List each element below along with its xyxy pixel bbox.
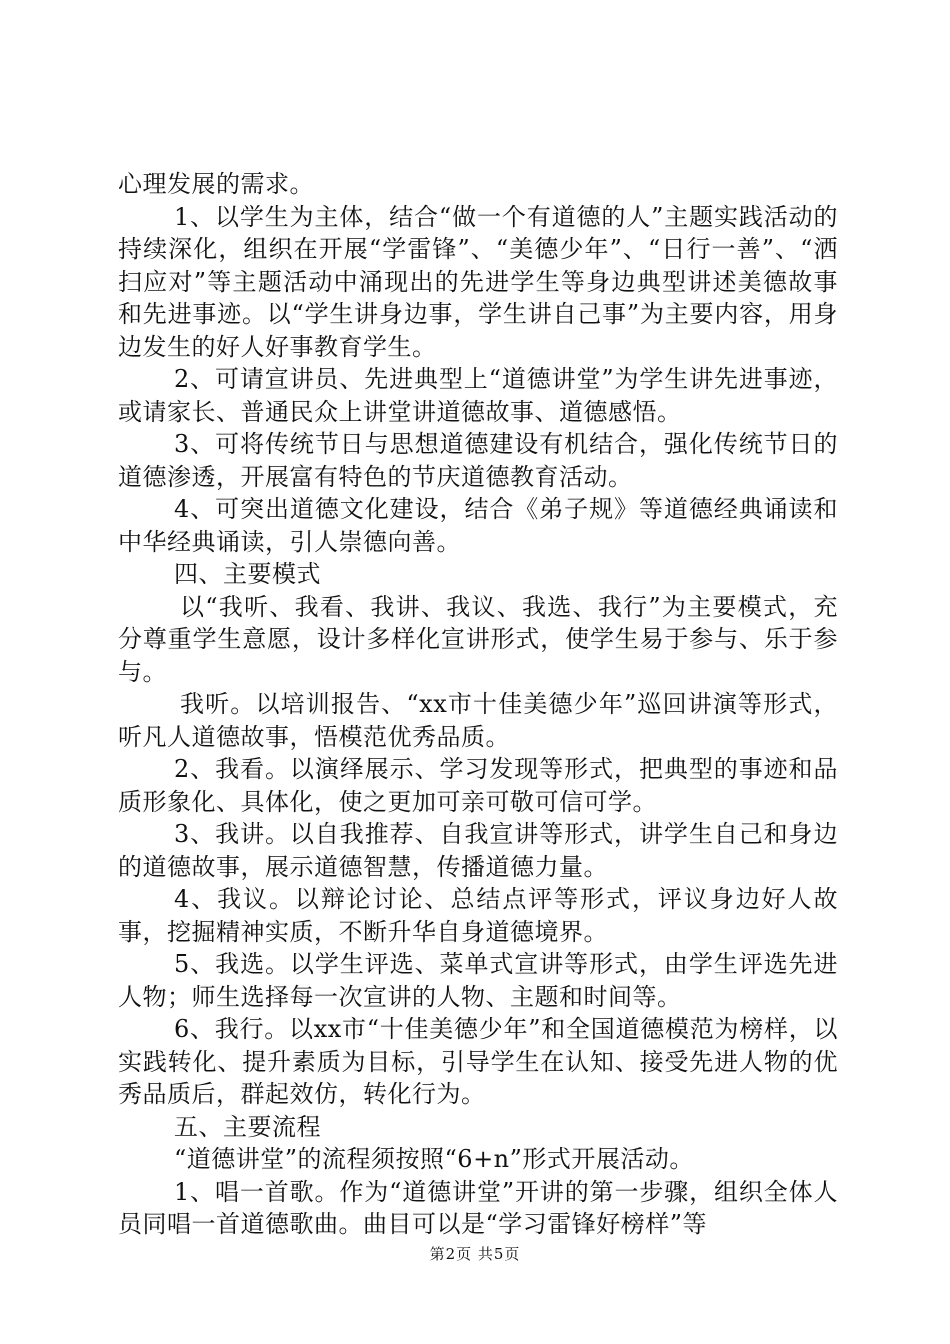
section-heading-main-mode: 四、主要模式 bbox=[174, 560, 321, 588]
paragraph-4: 3、可将传统节日与思想道德建设有机结合，强化传统节日的道德渗透，开展富有特色的节庆道德教育活动。 bbox=[118, 430, 838, 491]
paragraph-13: 6、我行。以xx市“十佳美德少年”和全国道德模范为榜样，以实践转化、提升素质为目标，引导学生在认知、接受先进人物的优秀品质后，群起效仿，转化行为。 bbox=[118, 1015, 838, 1108]
paragraph-8: 我听。以培训报告、“xx市十佳美德少年”巡回讲演等形式，听凡人道德故事，悟模范优秀品质。 bbox=[118, 690, 838, 751]
paragraph-9: 2、我看。以演绎展示、学习发现等形式，把典型的事迹和品质形象化、具体化，使之更加可亲可敬可信可学。 bbox=[118, 755, 838, 816]
paragraph-1: 心理发展的需求。 bbox=[118, 170, 314, 198]
paragraph-7: 以“我听、我看、我讲、我议、我选、我行”为主要模式，充分尊重学生意愿，设计多样化宣讲形式，使学生易于参与、乐于参与。 bbox=[118, 592, 838, 686]
page-number-footer: 第2页 共5页 bbox=[429, 1245, 521, 1263]
paragraph-11: 4、我议。以辩论讨论、总结点评等形式，评议身边好人故事，挖掘精神实质，不断升华自身道德境界。 bbox=[118, 885, 838, 946]
paragraph-10: 3、我讲。以自我推荐、自我宣讲等形式，讲学生自己和身边的道德故事，展示道德智慧，传播道德力量。 bbox=[118, 820, 838, 881]
paragraph-5: 4、可突出道德文化建设，结合《弟子规》等道德经典诵读和中华经典诵读，引人崇德向善。 bbox=[118, 495, 838, 556]
document-body bbox=[118, 168, 838, 1241]
paragraph-2: 1、以学生为主体，结合“做一个有道德的人”主题实践活动的持续深化，组织在开展“学雷锋”、“美德少年”、“日行一善”、“洒扫应对”等主题活动中涌现出的先进学生等身边典型讲述美德故事和先进事迹。以“学生讲身边事，学生讲自己事”为主要内容，用身边发生的好人好事教育学生。 bbox=[118, 202, 838, 361]
section-heading-main-process: 五、主要流程 bbox=[174, 1112, 321, 1141]
paragraph-3: 2、可请宣讲员、先进典型上“道德讲堂”为学生讲先进事迹，或请家长、普通民众上讲堂讲道德故事、道德感悟。 bbox=[118, 365, 838, 426]
paragraph-15: “道德讲堂”的流程须按照“6+n”形式开展活动。 bbox=[174, 1145, 694, 1173]
paragraph-16: 1、唱一首歌。作为“道德讲堂”开讲的第一步骤，组织全体人员同唱一首道德歌曲。曲目可以是“学习雷锋好榜样”等 bbox=[118, 1177, 838, 1238]
paragraph-12: 5、我选。以学生评选、菜单式宣讲等形式，由学生评选先进人物；师生选择每一次宣讲的人物、主题和时间等。 bbox=[118, 950, 838, 1011]
